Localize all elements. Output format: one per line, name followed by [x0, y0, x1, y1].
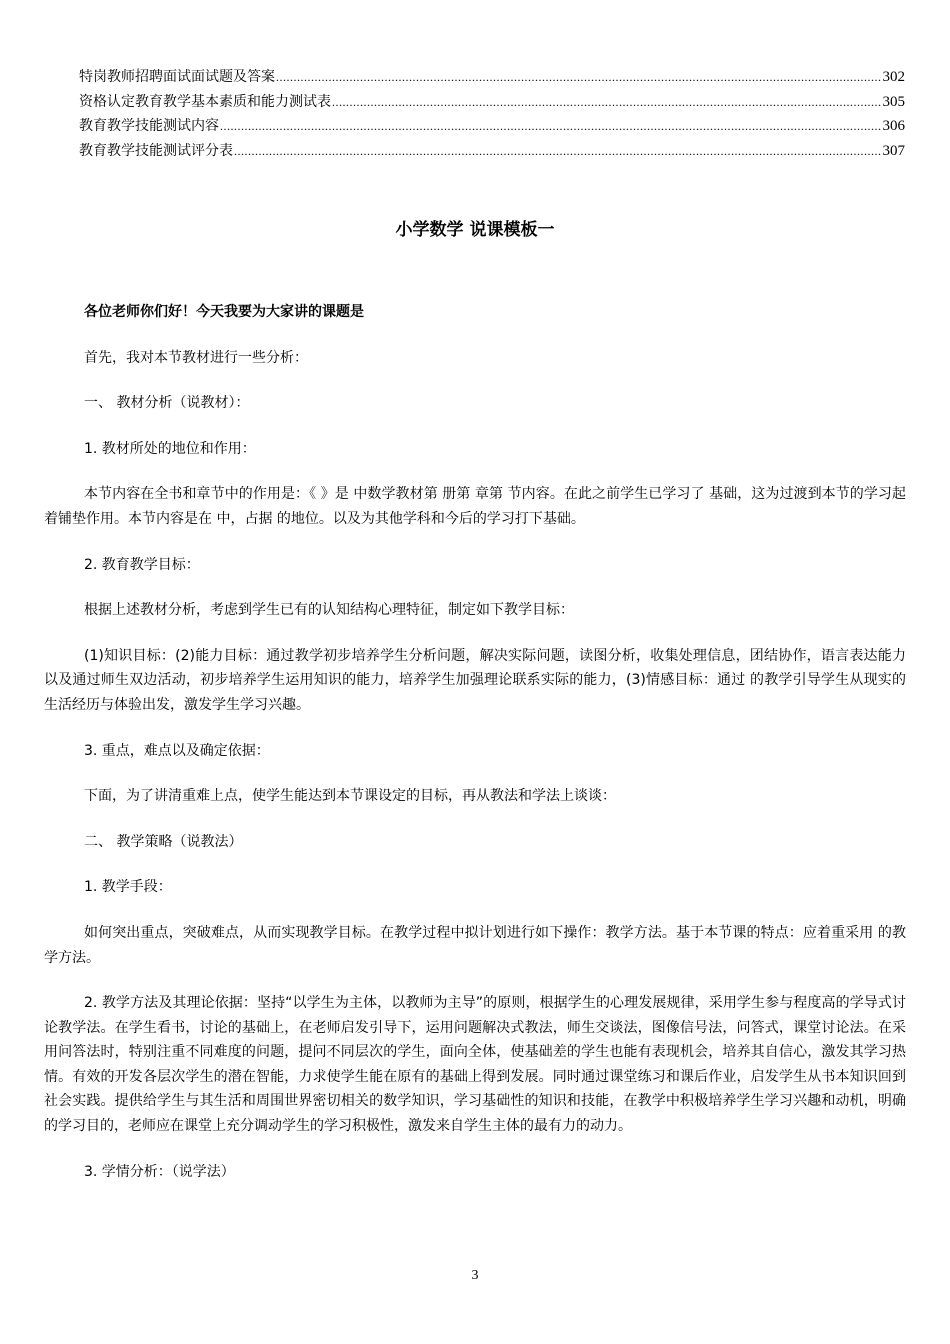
intro-paragraph: 首先，我对本节教材进行一些分析： [84, 349, 308, 366]
section-heading-1: 一、 教材分析（说教材）： [84, 395, 250, 412]
toc-entry[interactable] [79, 140, 905, 165]
body-paragraph: 根据上述教材分析，考虑到学生已有的认知结构心理特征，制定如下教学目标： [84, 602, 574, 619]
subheading-1-3: 3. 重点，难点以及确定依据： [84, 742, 270, 759]
toc-entry-title: 教育教学技能测试内容 [79, 118, 219, 134]
body-paragraph: 下面，为了讲清重难上点，使学生能达到本节课设定的目标，再从教法和学法上谈谈： [84, 788, 616, 805]
subheading-1-2: 2. 教育教学目标： [84, 556, 200, 573]
page-number: 3 [471, 1268, 479, 1283]
table-of-contents [79, 66, 905, 164]
body-paragraph: 如何突出重点，突破难点，从而实现教学目标。在教学过程中拟计划进行如下操作：教学方法。基于本节课的特点：应着重采用 的教学方法。 [44, 924, 906, 966]
subheading-2-1: 1. 教学手段： [84, 879, 172, 896]
toc-entry-page: 305 [882, 93, 905, 110]
body-paragraph: 本节内容在全书和章节中的作用是：《 》是 中数学教材第 册第 章第 节内容。在此之前学生已学习了 基础，这为过渡到本节的学习起着铺垫作用。本节内容是在 中，占据 的地位。以及为其他学科和今后的学习打下基础。 [44, 486, 906, 527]
toc-leader-dots [220, 119, 882, 134]
subheading-2-3: 3. 学情分析：（说学法） [84, 1163, 235, 1180]
subheading-1-1: 1. 教材所处的地位和作用： [84, 440, 256, 457]
toc-leader-dots [234, 144, 882, 159]
body-paragraph: (1)知识目标：(2)能力目标：通过教学初步培养学生分析问题，解决实际问题，读图分析，收集处理信息，团结协作，语言表达能力以及通过师生双边活动，初步培养学生运用知识的能力，培养学生加强理论联系实际的能力，(3)情感目标：通过 的教学引导学生从现实的生活经历与体验出发，激发学生学习兴趣。 [44, 647, 906, 713]
document-body [44, 300, 906, 1184]
toc-entry[interactable] [79, 91, 905, 116]
toc-leader-dots [276, 70, 882, 85]
toc-entry-page: 307 [882, 142, 905, 159]
toc-entry-title: 特岗教师招聘面试面试题及答案 [79, 69, 275, 85]
toc-leader-dots [332, 95, 882, 110]
toc-entry-title: 资格认定教育教学基本素质和能力测试表 [79, 93, 331, 110]
toc-entry[interactable] [79, 115, 905, 140]
toc-entry-page: 302 [882, 69, 905, 85]
greeting-paragraph: 各位老师你们好！今天我要为大家讲的课题是 [84, 304, 364, 320]
body-paragraph: 2. 教学方法及其理论依据：坚持“以学生为主体，以教师为主导”的原则，根据学生的心理发展规律，采用学生参与程度高的学导式讨论教学法。在学生看书，讨论的基础上，在老师启发引导下，运用问题解决式教法，师生交谈法，图像信号法，问答式，课堂讨论法。在采用问答法时，特别注重不同难度的问题，提问不同层次的学生，面向全体，使基础差的学生也能有表现机会，培养其自信心，激发其学习热情。有效的开发各层次学生的潜在智能，力求使学生能在原有的基础上得到发展。同时通过课堂练习和课后作业，启发学生从书本知识回到社会实践。提供给学生与其生活和周围世界密切相关的数学知识，学习基础性的知识和技能，在教学中积极培养学生学习兴趣和动机，明确的学习目的，老师应在课堂上充分调动学生的学习积极性，激发来自学生主体的最有力的动力。 [44, 995, 906, 1135]
toc-entry[interactable] [79, 66, 905, 91]
toc-entry-page: 306 [882, 118, 905, 134]
document-title: 小学数学 说课模板一 [395, 220, 555, 240]
toc-entry-title: 教育教学技能测试评分表 [79, 142, 233, 159]
section-heading-2: 二、 教学策略（说教法） [84, 833, 243, 850]
